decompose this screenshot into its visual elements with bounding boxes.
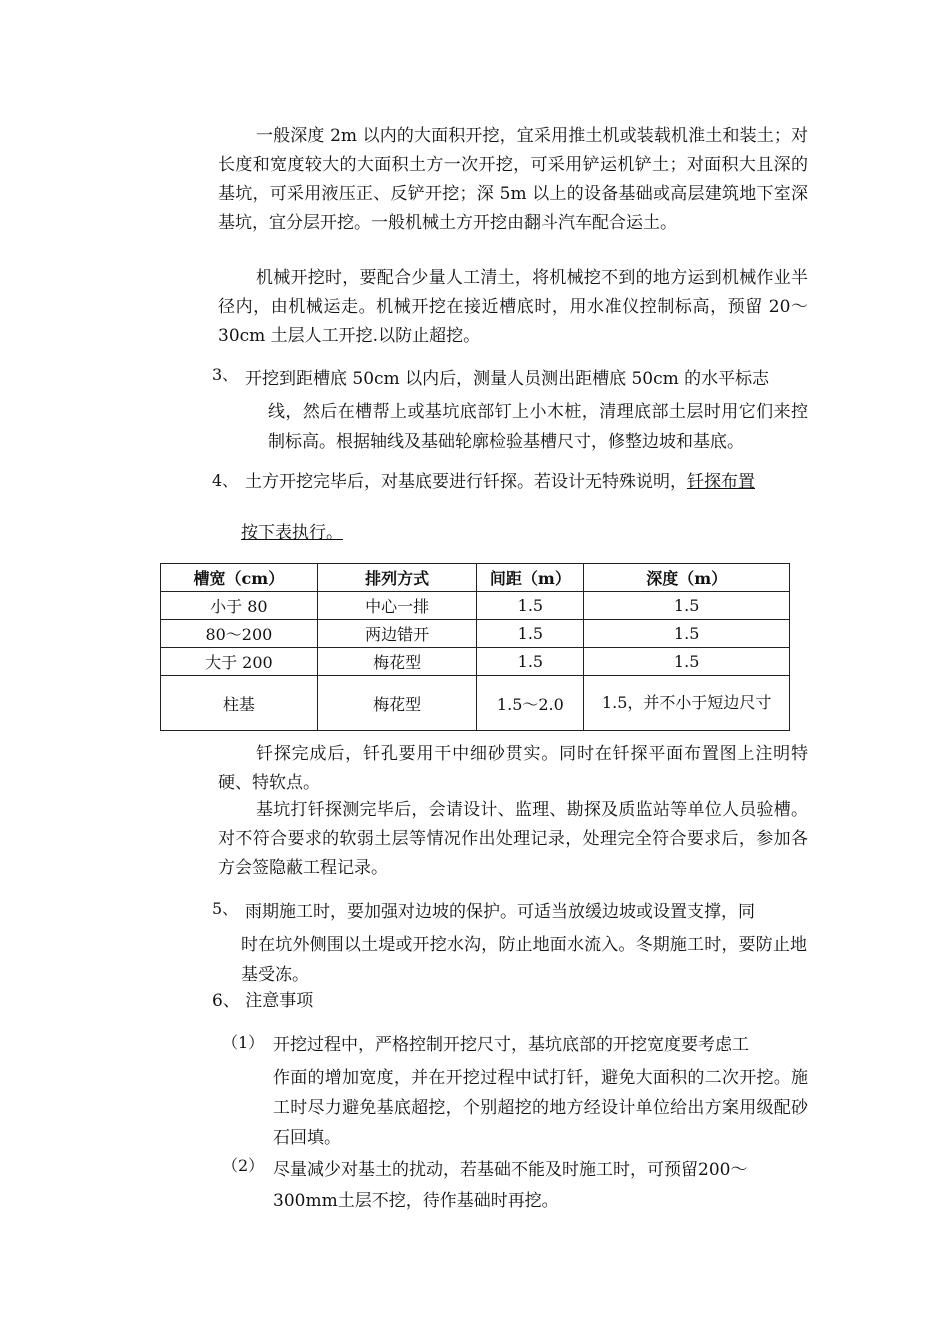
table-cell: 柱基 [161, 676, 318, 731]
table-cell: 中心一排 [317, 592, 477, 620]
item-3-number: 3、 [212, 365, 239, 384]
subitem-2-number: （2） [222, 1156, 265, 1175]
table-header-cell: 排列方式 [317, 564, 477, 592]
subitem-1-rest: 作面的增加宽度，并在开挖过程中试打钎，避免大面积的二次开挖。施工时尽力避免基底超挖，个别超挖的地方经设计单位给出方案用级配砂石回填。 [273, 1068, 808, 1148]
item-4-number: 4、 [212, 471, 239, 490]
table-header-cell: 间距（m） [477, 564, 584, 592]
item-4-first-text: 土方开挖完毕后，对基底要进行钎探。若设计无特殊说明， [245, 472, 687, 492]
table-header-cell: 深度（m） [584, 564, 790, 592]
item-3-first-line: 开挖到距槽底 50cm 以内后，测量人员测出距槽底 50cm 的水平标志 [245, 369, 770, 389]
paragraph-probe-completion: 钎探完成后，钎孔要用干中细砂贯实。同时在钎探平面布置图上注明特硬、特软点。 [218, 744, 808, 793]
subitem-1-number: （1） [222, 1033, 265, 1052]
paragraph-machine-excavation: 机械开挖时，要配合少量人工清土，将机械挖不到的地方运到机械作业半径内，由机械运走。机械开挖在接近槽底时，用水准仪控制标高，预留 20～30cm 土层人工开挖.以防止超挖。 [218, 268, 808, 346]
table-cell: 1.5～2.0 [477, 676, 584, 731]
table-row [161, 620, 790, 648]
table-cell: 1.5 [584, 620, 790, 648]
item-4-rest: 按下表执行。 [241, 523, 343, 543]
item-3-rest: 线，然后在槽帮上或基坑底部钉上小木桩，清理底部土层时用它们来控制标高。根据轴线及基础轮廓检验基槽尺寸，修整边坡和基底。 [268, 402, 808, 452]
probe-layout-table [160, 563, 790, 731]
table-row [161, 648, 790, 676]
table-row [161, 676, 790, 731]
item-5-rest: 时在坑外侧围以土堤或开挖水沟，防止地面水流入。冬期施工时，要防止地基受冻。 [241, 935, 807, 985]
table-header-row [161, 564, 790, 592]
table-cell: 1.5 [584, 648, 790, 676]
item-5-first-line: 雨期施工时，要加强对边坡的保护。可适当放缓边坡或设置支撑，同 [245, 902, 755, 922]
table-cell: 1.5，并不小于短边尺寸 [584, 676, 790, 731]
table-cell: 1.5 [584, 592, 790, 620]
section-6-heading: 6、 注意事项 [212, 991, 314, 1011]
item-4-first-line [245, 467, 810, 497]
table-cell: 梅花型 [317, 676, 477, 731]
paragraph-excavation-method: 一般深度 2m 以内的大面积开挖，宜采用推土机或装载机淮土和装土；对长度和宽度较大的大面积土方一次开挖，可采用铲运机铲土；对面积大且深的基坑，可采用液压正、反铲开挖；深 5m 以上的设备基础或高层建筑地下室深基坑，宜分层开挖。一般机械土方开挖由翻斗汽车配合运土。 [218, 126, 808, 233]
subitem-2-first-line: 尽量减少对基土的扰动，若基础不能及时施工时，可预留200～ [273, 1160, 748, 1180]
item-4-underlined-text: 钎探布置 [687, 472, 755, 492]
table-cell: 大于 200 [161, 648, 318, 676]
table-cell: 两边错开 [317, 620, 477, 648]
table-row [161, 592, 790, 620]
table-cell: 1.5 [477, 592, 584, 620]
table-cell: 小于 80 [161, 592, 318, 620]
table-cell: 1.5 [477, 620, 584, 648]
item-5-number: 5、 [212, 899, 239, 918]
table-cell: 80～200 [161, 620, 318, 648]
paragraph-inspection: 基坑打钎探测完毕后，会请设计、监理、勘探及质监站等单位人员验槽。对不符合要求的软弱土层等情况作出处理记录，处理完全符合要求后，参加各方会签隐蔽工程记录。 [218, 800, 808, 878]
subitem-2-rest: 300mm土层不挖，待作基础时再挖。 [273, 1191, 559, 1211]
subitem-1-first-line: 开挖过程中，严格控制开挖尺寸，基坑底部的开挖宽度要考虑工 [273, 1035, 749, 1055]
table-header-cell: 槽宽（cm） [161, 564, 318, 592]
table-cell: 梅花型 [317, 648, 477, 676]
table-cell: 1.5 [477, 648, 584, 676]
